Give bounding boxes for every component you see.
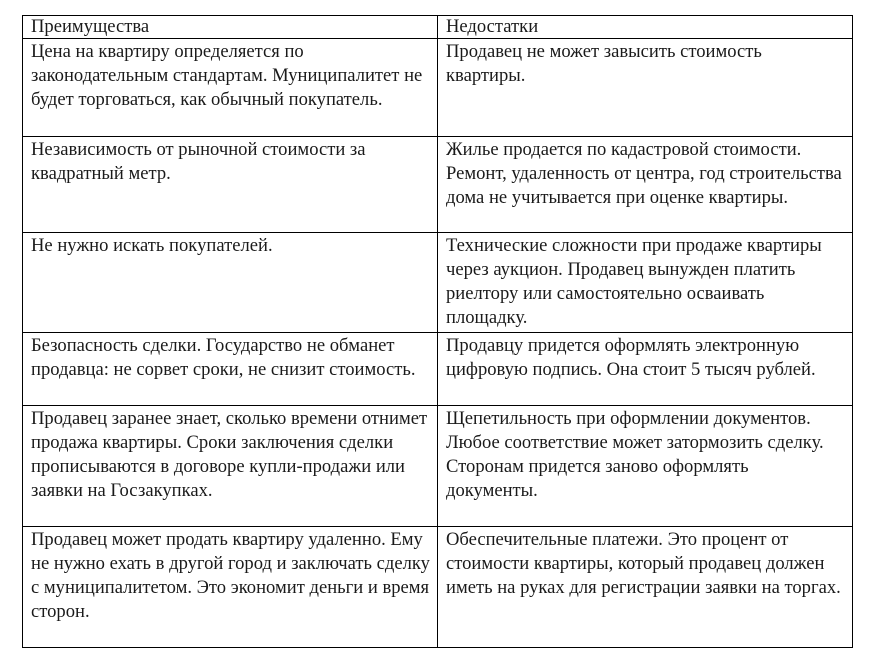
pro-cell: Не нужно искать покупателей. [23,233,438,333]
pros-cons-table [22,15,853,648]
table-row [23,233,853,333]
pro-cell: Продавец может продать квартиру удаленно. Ему не нужно ехать в другой город и заключать сделку с муниципалитетом. Это экономит деньги и время сторон. [23,527,438,648]
con-cell: Обеспечительные платежи. Это процент от стоимости квартиры, который продавец должен иметь на руках для регистрации заявки на торгах. [438,527,853,648]
pro-cell: Независимость от рыночной стоимости за квадратный метр. [23,137,438,233]
table-row [23,333,853,406]
header-pros: Преимущества [23,16,438,39]
table-header-row [23,16,853,39]
con-cell: Технические сложности при продаже квартиры через аукцион. Продавец вынужден платить риелтору или самостоятельно осваивать площадку. [438,233,853,333]
header-cons: Недостатки [438,16,853,39]
table-row [23,137,853,233]
con-cell: Продавец не может завысить стоимость квартиры. [438,39,853,137]
pro-cell: Цена на квартиру определяется по законодательным стандартам. Муниципалитет не будет торговаться, как обычный покупатель. [23,39,438,137]
pro-cell: Безопасность сделки. Государство не обманет продавца: не сорвет сроки, не снизит стоимость. [23,333,438,406]
table-row [23,406,853,527]
table-row [23,527,853,648]
table-row [23,39,853,137]
con-cell: Продавцу придется оформлять электронную цифровую подпись. Она стоит 5 тысяч рублей. [438,333,853,406]
con-cell: Жилье продается по кадастровой стоимости. Ремонт, удаленность от центра, год строительства дома не учитывается при оценке квартиры. [438,137,853,233]
pro-cell: Продавец заранее знает, сколько времени отнимет продажа квартиры. Сроки заключения сделки прописываются в договоре купли-продажи или заявки на Госзакупках. [23,406,438,527]
con-cell: Щепетильность при оформлении документов. Любое соответствие может затормозить сделку. Сторонам придется заново оформлять документы. [438,406,853,527]
